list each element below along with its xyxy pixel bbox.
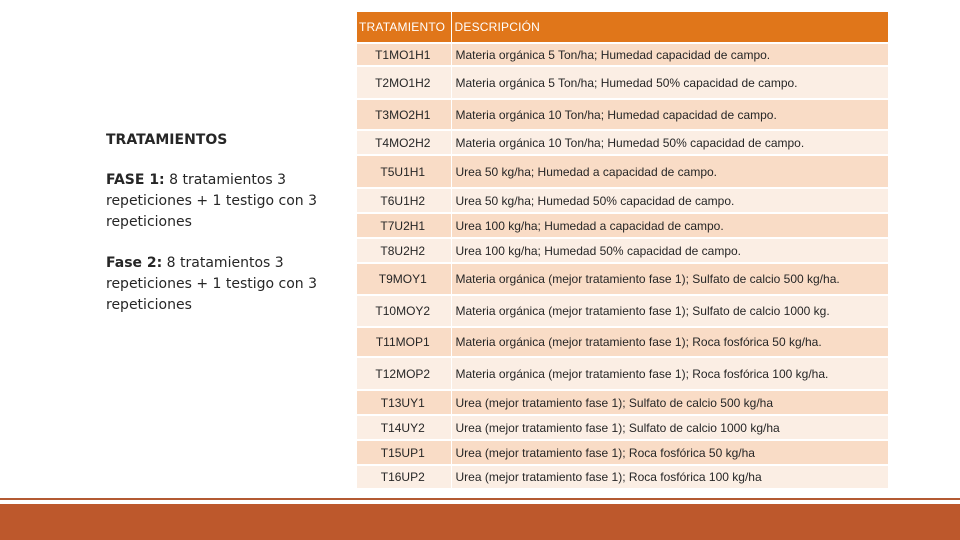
table-row	[357, 415, 889, 440]
treatment-description: Materia orgánica (mejor tratamiento fase 1); Sulfato de calcio 1000 kg.	[451, 295, 889, 327]
treatments-table	[357, 12, 889, 488]
table-row	[357, 43, 889, 66]
treatment-code: T16UP2	[357, 465, 451, 488]
treatment-description: Materia orgánica 10 Ton/ha; Humedad 50% capacidad de campo.	[451, 130, 889, 155]
table-row	[357, 263, 889, 295]
treatment-description: Materia orgánica 5 Ton/ha; Humedad 50% capacidad de campo.	[451, 66, 889, 99]
treatment-code: T1MO1H1	[357, 43, 451, 66]
treatment-description: Materia orgánica (mejor tratamiento fase 1); Roca fosfórica 50 kg/ha.	[451, 327, 889, 357]
table-row	[357, 188, 889, 213]
treatment-code: T9MOY1	[357, 263, 451, 295]
treatment-code: T14UY2	[357, 415, 451, 440]
phase-2-description: 8 tratamientos 3 repeticiones + 1 testigo con 3 repeticiones	[106, 255, 318, 313]
table-row	[357, 465, 889, 488]
treatment-code: T10MOY2	[357, 295, 451, 327]
header-treatment: TRATAMIENTO	[357, 12, 451, 43]
phase-1-description: 8 tratamientos 3 repeticiones + 1 testigo con 3 repeticiones	[106, 172, 318, 230]
treatment-description: Materia orgánica 10 Ton/ha; Humedad capacidad de campo.	[451, 99, 889, 130]
table-row	[357, 155, 889, 188]
treatment-code: T3MO2H1	[357, 99, 451, 130]
treatment-description: Urea (mejor tratamiento fase 1); Sulfato de calcio 1000 kg/ha	[451, 415, 889, 440]
table-row	[357, 130, 889, 155]
left-panel	[106, 132, 346, 336]
table-row	[357, 327, 889, 357]
treatment-description: Urea (mejor tratamiento fase 1); Roca fosfórica 50 kg/ha	[451, 440, 889, 465]
table-row	[357, 440, 889, 465]
treatment-code: T12MOP2	[357, 357, 451, 390]
treatment-code: T8U2H2	[357, 238, 451, 263]
footer-divider	[0, 498, 960, 500]
table-header-row	[357, 12, 889, 43]
treatment-description: Urea 100 kg/ha; Humedad a capacidad de campo.	[451, 213, 889, 238]
treatment-code: T5U1H1	[357, 155, 451, 188]
table-row	[357, 390, 889, 415]
treatment-description: Urea (mejor tratamiento fase 1); Sulfato de calcio 500 kg/ha	[451, 390, 889, 415]
table-row	[357, 99, 889, 130]
phase-1-label: FASE 1:	[106, 172, 165, 188]
treatment-description: Materia orgánica 5 Ton/ha; Humedad capacidad de campo.	[451, 43, 889, 66]
table-row	[357, 295, 889, 327]
table-row	[357, 66, 889, 99]
table-row	[357, 357, 889, 390]
phase-2-label: Fase 2:	[106, 255, 163, 271]
header-description: DESCRIPCIÓN	[451, 12, 889, 43]
treatment-code: T13UY1	[357, 390, 451, 415]
treatment-description: Urea 50 kg/ha; Humedad a capacidad de campo.	[451, 155, 889, 188]
phase-1-text	[106, 170, 346, 233]
section-heading: TRATAMIENTOS	[106, 132, 228, 148]
footer-band	[0, 504, 960, 540]
table-row	[357, 213, 889, 238]
treatment-code: T2MO1H2	[357, 66, 451, 99]
treatment-code: T6U1H2	[357, 188, 451, 213]
table-row	[357, 238, 889, 263]
treatment-description: Urea 100 kg/ha; Humedad 50% capacidad de campo.	[451, 238, 889, 263]
treatment-code: T15UP1	[357, 440, 451, 465]
treatment-code: T4MO2H2	[357, 130, 451, 155]
treatment-description: Materia orgánica (mejor tratamiento fase 1); Sulfato de calcio 500 kg/ha.	[451, 263, 889, 295]
treatment-code: T7U2H1	[357, 213, 451, 238]
treatment-description: Urea (mejor tratamiento fase 1); Roca fosfórica 100 kg/ha	[451, 465, 889, 488]
phase-2-text	[106, 253, 346, 316]
treatment-description: Urea 50 kg/ha; Humedad 50% capacidad de campo.	[451, 188, 889, 213]
treatment-description: Materia orgánica (mejor tratamiento fase 1); Roca fosfórica 100 kg/ha.	[451, 357, 889, 390]
treatment-code: T11MOP1	[357, 327, 451, 357]
